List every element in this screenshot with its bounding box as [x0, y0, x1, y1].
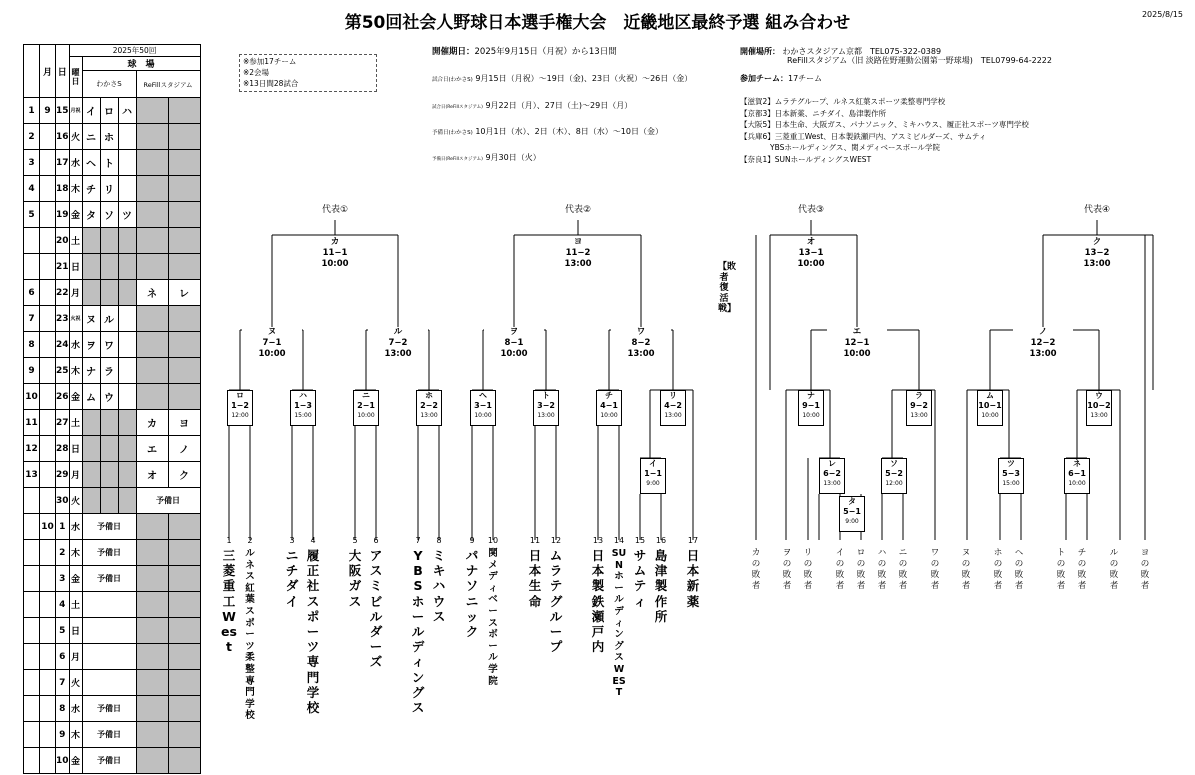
match-box — [798, 390, 824, 426]
match-number: 13−2 — [1084, 248, 1110, 258]
weekday-cell: 土 — [69, 410, 82, 436]
col-day: 日 — [56, 45, 70, 98]
venue-a-note: 予備日 — [82, 540, 136, 566]
match-time: 13:00 — [823, 480, 841, 487]
match-time: 10:00 — [802, 412, 820, 419]
team-name: パナソニック — [465, 548, 479, 640]
participants-line: 【兵庫6】三菱重工West、日本製鉄瀬戸内、アスミビルダーズ、サムティ — [740, 131, 987, 141]
day-cell: 21 — [56, 254, 70, 280]
match-time: 10:00 — [474, 412, 492, 419]
team-name: 島津製作所 — [654, 548, 668, 624]
venue-a-note: 予備日 — [82, 514, 136, 540]
weekday-cell: 日 — [69, 254, 82, 280]
match-label — [827, 327, 887, 360]
col-dow: 曜日 — [69, 57, 82, 98]
weekday-cell: 木 — [69, 176, 82, 202]
day-cell: 3 — [56, 566, 70, 592]
venue-a-game: ウ — [100, 384, 118, 410]
venue-a-game: ム — [82, 384, 100, 410]
match-code: カ — [330, 237, 340, 247]
match-number: 4−2 — [664, 401, 682, 410]
venue-b-game: ノ — [168, 436, 200, 462]
match-time: 13:00 — [564, 259, 592, 269]
page-title: 第50回社会人野球日本選手権大会 近畿地区最終予選 組み合わせ — [344, 13, 851, 33]
venue-a-game: ワ — [100, 332, 118, 358]
match-time: 9:00 — [646, 480, 660, 487]
venue-a-game: ツ — [118, 202, 136, 228]
match-code: ム — [986, 391, 994, 400]
match-number: 4−1 — [600, 401, 618, 410]
match-number: 3−2 — [537, 401, 555, 410]
loser-slot: ヲの敗者 — [782, 548, 792, 591]
table-caption: 2025年50回 — [69, 45, 200, 57]
match-box — [1086, 390, 1112, 426]
game-day-number: 2 — [24, 124, 40, 150]
match-time: 10:00 — [500, 349, 528, 359]
match-time: 13:00 — [664, 412, 682, 419]
period-line: 予備日(わかさS) 10月1日（水）、2日（木）、8日（水）～10日（金） — [432, 127, 663, 136]
loser-slot: ハの敗者 — [877, 548, 887, 591]
team-name: ニチダイ — [285, 548, 299, 609]
match-number: 2−2 — [420, 401, 438, 410]
match-code: ノ — [1038, 327, 1048, 337]
period-line: 試合日(ReFillスタジアム) 9月22日（月）、27日（土)～29日（月） — [432, 101, 633, 110]
match-code: エ — [852, 327, 862, 337]
match-number: 7−2 — [388, 338, 408, 348]
match-number: 5−3 — [1002, 469, 1020, 478]
weekday-cell: 木 — [69, 722, 82, 748]
match-number: 12−2 — [1030, 338, 1056, 348]
venue-b-game: ク — [168, 462, 200, 488]
team-name: 三菱重工West — [221, 548, 237, 655]
venue-a-game: ソ — [100, 202, 118, 228]
team-name: SUNホールディングスWEST — [611, 548, 627, 699]
venue-a-note: 予備日 — [82, 748, 136, 774]
note-line: ※13日間28試合 — [243, 79, 299, 88]
venue-b-game: ヨ — [168, 410, 200, 436]
match-code: ヲ — [509, 327, 519, 337]
match-code: ナ — [807, 391, 815, 400]
match-box — [227, 390, 253, 426]
venue-a-note: 予備日 — [82, 722, 136, 748]
match-time: 13:00 — [384, 349, 412, 359]
weekday-cell: 水 — [69, 514, 82, 540]
note-line: ※参加17チーム — [243, 57, 297, 66]
match-label — [242, 327, 302, 360]
venue-info-2: ReFillスタジアム（旧 淡路佐野運動公園第一野球場) TEL0799-64-2222 — [787, 56, 1052, 65]
venue-a-game: ヲ — [82, 332, 100, 358]
game-day-number: 9 — [24, 358, 40, 384]
match-label — [548, 237, 608, 270]
venue-b-note: 予備日 — [136, 488, 200, 514]
match-code: ク — [1092, 237, 1102, 247]
match-time: 15:00 — [294, 412, 312, 419]
venue-a-game: ホ — [100, 124, 118, 150]
weekday-cell: 火 — [69, 670, 82, 696]
match-label — [368, 327, 428, 360]
match-time: 12:00 — [231, 412, 249, 419]
match-code: オ — [806, 237, 816, 247]
team-number: 9 — [469, 536, 475, 545]
game-day-number: 3 — [24, 150, 40, 176]
match-number: 2−1 — [357, 401, 375, 410]
venue-a-game: ヘ — [82, 150, 100, 176]
match-time: 9:00 — [845, 518, 859, 525]
venue-a-note: 予備日 — [82, 566, 136, 592]
match-time: 13:00 — [910, 412, 928, 419]
loser-slot: ワの敗者 — [930, 548, 940, 591]
day-cell: 29 — [56, 462, 70, 488]
venue-a-game: ハ — [118, 98, 136, 124]
match-box — [819, 458, 845, 494]
match-box — [290, 390, 316, 426]
day-cell: 30 — [56, 488, 70, 514]
game-day-number: 5 — [24, 202, 40, 228]
participants-line: 【滋賀2】ムラテグループ、ルネス紅葉スポーツ柔整専門学校 — [740, 97, 946, 106]
match-box — [881, 458, 907, 494]
team-number: 7 — [415, 536, 421, 545]
team-number: 3 — [289, 536, 295, 545]
day-cell: 27 — [56, 410, 70, 436]
match-box — [977, 390, 1003, 426]
venue-b-header: ReFillスタジアム — [136, 71, 200, 98]
weekday-cell: 月 — [69, 644, 82, 670]
venue-a-game: リ — [100, 176, 118, 202]
match-time: 15:00 — [1002, 480, 1020, 487]
match-box — [640, 458, 666, 494]
day-cell: 10 — [56, 748, 70, 774]
loser-slot: ロの敗者 — [856, 548, 866, 591]
match-number: 8−1 — [504, 338, 524, 348]
col-month: 月 — [40, 45, 56, 98]
game-day-number: 12 — [24, 436, 40, 462]
match-code: ヘ — [479, 391, 487, 400]
match-time: 13:00 — [627, 349, 655, 359]
match-number: 13−1 — [798, 248, 824, 258]
loser-slot: ヌの敗者 — [961, 548, 971, 591]
match-code: リ — [669, 391, 677, 400]
match-number: 6−2 — [823, 469, 841, 478]
weekday-cell: 水 — [69, 332, 82, 358]
day-cell: 2 — [56, 540, 70, 566]
match-time: 10:00 — [600, 412, 618, 419]
team-number: 11 — [529, 536, 541, 545]
game-day-number: 13 — [24, 462, 40, 488]
match-number: 3−1 — [474, 401, 492, 410]
venue-b-game: オ — [136, 462, 168, 488]
loser-slot: ニの敗者 — [898, 548, 908, 591]
match-number: 5−1 — [843, 507, 861, 516]
weekday-cell: 水 — [69, 150, 82, 176]
match-code: ラ — [915, 391, 923, 400]
match-number: 6−1 — [1068, 469, 1086, 478]
team-number: 16 — [655, 536, 667, 545]
team-name: 日本製鉄瀬戸内 — [591, 548, 605, 655]
game-day-number: 8 — [24, 332, 40, 358]
team-number: 12 — [550, 536, 562, 545]
match-number: 1−1 — [644, 469, 662, 478]
period-line: 試合日(わかさS) 9月15日（月祝）～19日（金)、23日（火祝）～26日（金） — [432, 74, 693, 83]
venue-a-game: ラ — [100, 358, 118, 384]
rep-label: 代表① — [321, 205, 349, 215]
match-label — [305, 237, 365, 270]
match-code: ソ — [890, 459, 898, 468]
match-code: ネ — [1073, 459, 1081, 468]
venue-b-game: エ — [136, 436, 168, 462]
match-number: 7−1 — [262, 338, 282, 348]
weekday-cell: 水 — [69, 696, 82, 722]
match-time: 10:00 — [843, 349, 871, 359]
match-code: イ — [649, 459, 657, 468]
game-day-number: 4 — [24, 176, 40, 202]
team-number: 10 — [487, 536, 499, 545]
match-number: 11−2 — [565, 248, 591, 258]
team-number: 14 — [613, 536, 625, 545]
note-line: ※2会場 — [243, 68, 270, 77]
venue-b-game: カ — [136, 410, 168, 436]
venue-b-game: ネ — [136, 280, 168, 306]
month-cell: 10 — [40, 514, 56, 540]
issue-date: 2025/8/15 — [1141, 10, 1183, 19]
match-time: 10:00 — [1068, 480, 1086, 487]
match-time: 10:00 — [797, 259, 825, 269]
match-code: ニ — [362, 391, 370, 400]
day-cell: 6 — [56, 644, 70, 670]
participants-heading: 参加チーム：17チーム — [740, 74, 823, 83]
match-code: ヌ — [267, 327, 277, 337]
venue-a-game: ロ — [100, 98, 118, 124]
weekday-cell: 土 — [69, 228, 82, 254]
match-time: 13:00 — [1029, 349, 1057, 359]
match-number: 1−3 — [294, 401, 312, 410]
team-name: YBSホールディングス — [411, 548, 425, 716]
month-cell: 9 — [40, 98, 56, 124]
match-label — [1013, 327, 1073, 360]
match-number: 9−1 — [802, 401, 820, 410]
rep-label: 代表③ — [797, 205, 825, 215]
day-cell: 20 — [56, 228, 70, 254]
day-cell: 16 — [56, 124, 70, 150]
day-cell: 18 — [56, 176, 70, 202]
day-cell: 17 — [56, 150, 70, 176]
team-number: 13 — [592, 536, 604, 545]
match-number: 10−1 — [978, 401, 1002, 410]
weekday-cell: 月 — [69, 280, 82, 306]
weekday-cell: 金 — [69, 384, 82, 410]
weekday-cell: 木 — [69, 358, 82, 384]
match-box — [416, 390, 442, 426]
match-code: ル — [393, 327, 403, 337]
match-label — [484, 327, 544, 360]
match-label — [781, 237, 841, 270]
venue-a-note: 予備日 — [82, 696, 136, 722]
loser-slot: トの敗者 — [1056, 548, 1066, 591]
participants-line: 【奈良1】SUNホールディングスWEST — [740, 154, 872, 164]
match-box — [998, 458, 1024, 494]
match-number: 5−2 — [885, 469, 903, 478]
venue-a-game: ナ — [82, 358, 100, 384]
match-label — [611, 327, 671, 360]
weekday-cell: 金 — [69, 566, 82, 592]
day-cell: 7 — [56, 670, 70, 696]
team-name: 履正社スポーツ専門学校 — [306, 548, 320, 716]
venue-b-game: レ — [168, 280, 200, 306]
match-box — [596, 390, 622, 426]
venue-a-game: イ — [82, 98, 100, 124]
day-cell: 8 — [56, 696, 70, 722]
game-day-number: 1 — [24, 98, 40, 124]
venue-a-game: ル — [100, 306, 118, 332]
weekday-cell: 土 — [69, 592, 82, 618]
match-box — [839, 496, 865, 532]
participants-line: 【京都3】日本新薬、ニチダイ、島津製作所 — [740, 108, 887, 118]
loser-slot: ホの敗者 — [993, 548, 1003, 591]
game-day-number: 6 — [24, 280, 40, 306]
match-number: 10−2 — [1087, 401, 1111, 410]
team-name: 日本生命 — [528, 548, 542, 609]
venue-info: 開催場所： わかさスタジアム京都 TEL075-322-0389 — [740, 47, 942, 56]
match-time: 10:00 — [321, 259, 349, 269]
team-name: 日本新薬 — [686, 548, 700, 609]
team-name: ムラテグループ — [549, 548, 563, 655]
weekday-cell: 火祝 — [69, 306, 82, 332]
team-number: 8 — [436, 536, 442, 545]
team-name: 関メディベースボール学院 — [488, 548, 498, 687]
match-time: 10:00 — [357, 412, 375, 419]
team-number: 17 — [687, 536, 699, 545]
match-time: 13:00 — [537, 412, 555, 419]
match-time: 10:00 — [258, 349, 286, 359]
weekday-cell: 金 — [69, 202, 82, 228]
participants-line: YBSホールディングス、関メディベースボール学院 — [740, 143, 940, 153]
match-code: ウ — [1095, 391, 1103, 400]
team-number: 5 — [352, 536, 358, 545]
match-code: ツ — [1007, 459, 1015, 468]
match-number: 1−2 — [231, 401, 249, 410]
period-line: 予備日(ReFillスタジアム) 9月30日（火） — [432, 153, 541, 162]
match-number: 11−1 — [322, 248, 348, 258]
match-box — [533, 390, 559, 426]
match-time: 12:00 — [885, 480, 903, 487]
match-number: 8−2 — [631, 338, 651, 348]
team-name: サムティ — [633, 548, 647, 609]
game-day-number: 7 — [24, 306, 40, 332]
match-time: 13:00 — [1083, 259, 1111, 269]
match-code: チ — [605, 391, 613, 400]
day-cell: 1 — [56, 514, 70, 540]
participants-line: 【大阪5】日本生命、大阪ガス、パナソニック、ミキハウス、履正社スポーツ専門学校 — [740, 120, 1029, 130]
loser-slot: カの敗者 — [751, 548, 761, 591]
match-code: ト — [542, 391, 550, 400]
rep-label: 代表④ — [1083, 205, 1111, 215]
venue-a-game: ト — [100, 150, 118, 176]
team-number: 6 — [373, 536, 379, 545]
match-label — [1067, 237, 1127, 270]
repechage-label: 【敗者復活戦】 — [718, 262, 737, 314]
weekday-cell: 日 — [69, 436, 82, 462]
match-code: ワ — [636, 327, 646, 337]
rep-label: 代表② — [564, 205, 592, 215]
weekday-cell: 月 — [69, 462, 82, 488]
team-name: アスミビルダーズ — [369, 548, 383, 670]
team-number: 1 — [226, 536, 232, 545]
weekday-cell: 日 — [69, 618, 82, 644]
venue-a-game: チ — [82, 176, 100, 202]
match-time: 13:00 — [420, 412, 438, 419]
loser-slot: リの敗者 — [803, 548, 813, 591]
day-cell: 22 — [56, 280, 70, 306]
venue-a-header: わかさS — [82, 71, 136, 98]
day-cell: 23 — [56, 306, 70, 332]
venue-a-game: タ — [82, 202, 100, 228]
match-time: 13:00 — [1090, 412, 1108, 419]
day-cell: 24 — [56, 332, 70, 358]
match-code: ホ — [425, 391, 433, 400]
loser-slot: イの敗者 — [835, 548, 845, 591]
col-venue: 球 場 — [82, 57, 200, 71]
team-name: ミキハウス — [432, 548, 446, 624]
match-box — [906, 390, 932, 426]
day-cell: 5 — [56, 618, 70, 644]
team-name: ルネス紅葉スポーツ柔整専門学校 — [245, 548, 255, 722]
match-number: 9−2 — [910, 401, 928, 410]
period-heading: 開催期日：2025年9月15日（月祝）から13日間 — [432, 47, 617, 57]
game-day-number: 10 — [24, 384, 40, 410]
day-cell: 9 — [56, 722, 70, 748]
venue-a-game: ヌ — [82, 306, 100, 332]
day-cell: 28 — [56, 436, 70, 462]
match-box — [660, 390, 686, 426]
weekday-cell: 火 — [69, 488, 82, 514]
match-number: 12−1 — [844, 338, 870, 348]
match-code: ハ — [299, 391, 307, 400]
day-cell: 26 — [56, 384, 70, 410]
loser-slot: ルの敗者 — [1109, 548, 1119, 591]
weekday-cell: 木 — [69, 540, 82, 566]
match-box — [353, 390, 379, 426]
match-box — [470, 390, 496, 426]
team-name: 大阪ガス — [348, 548, 362, 609]
weekday-cell: 金 — [69, 748, 82, 774]
venue-a-game: ニ — [82, 124, 100, 150]
day-cell: 25 — [56, 358, 70, 384]
match-time: 10:00 — [981, 412, 999, 419]
match-code: ヨ — [573, 237, 583, 247]
match-code: ロ — [236, 391, 244, 400]
team-number: 4 — [310, 536, 316, 545]
match-box — [1064, 458, 1090, 494]
match-code: タ — [848, 497, 856, 506]
weekday-cell: 月祝 — [69, 98, 82, 124]
day-cell: 4 — [56, 592, 70, 618]
loser-slot: ヨの敗者 — [1140, 548, 1150, 591]
team-number: 2 — [247, 536, 253, 545]
team-number: 15 — [634, 536, 646, 545]
game-day-number: 11 — [24, 410, 40, 436]
weekday-cell: 火 — [69, 124, 82, 150]
loser-slot: ヘの敗者 — [1014, 548, 1024, 591]
day-cell: 19 — [56, 202, 70, 228]
day-cell: 15 — [56, 98, 70, 124]
match-code: レ — [828, 459, 836, 468]
loser-slot: チの敗者 — [1077, 548, 1087, 591]
